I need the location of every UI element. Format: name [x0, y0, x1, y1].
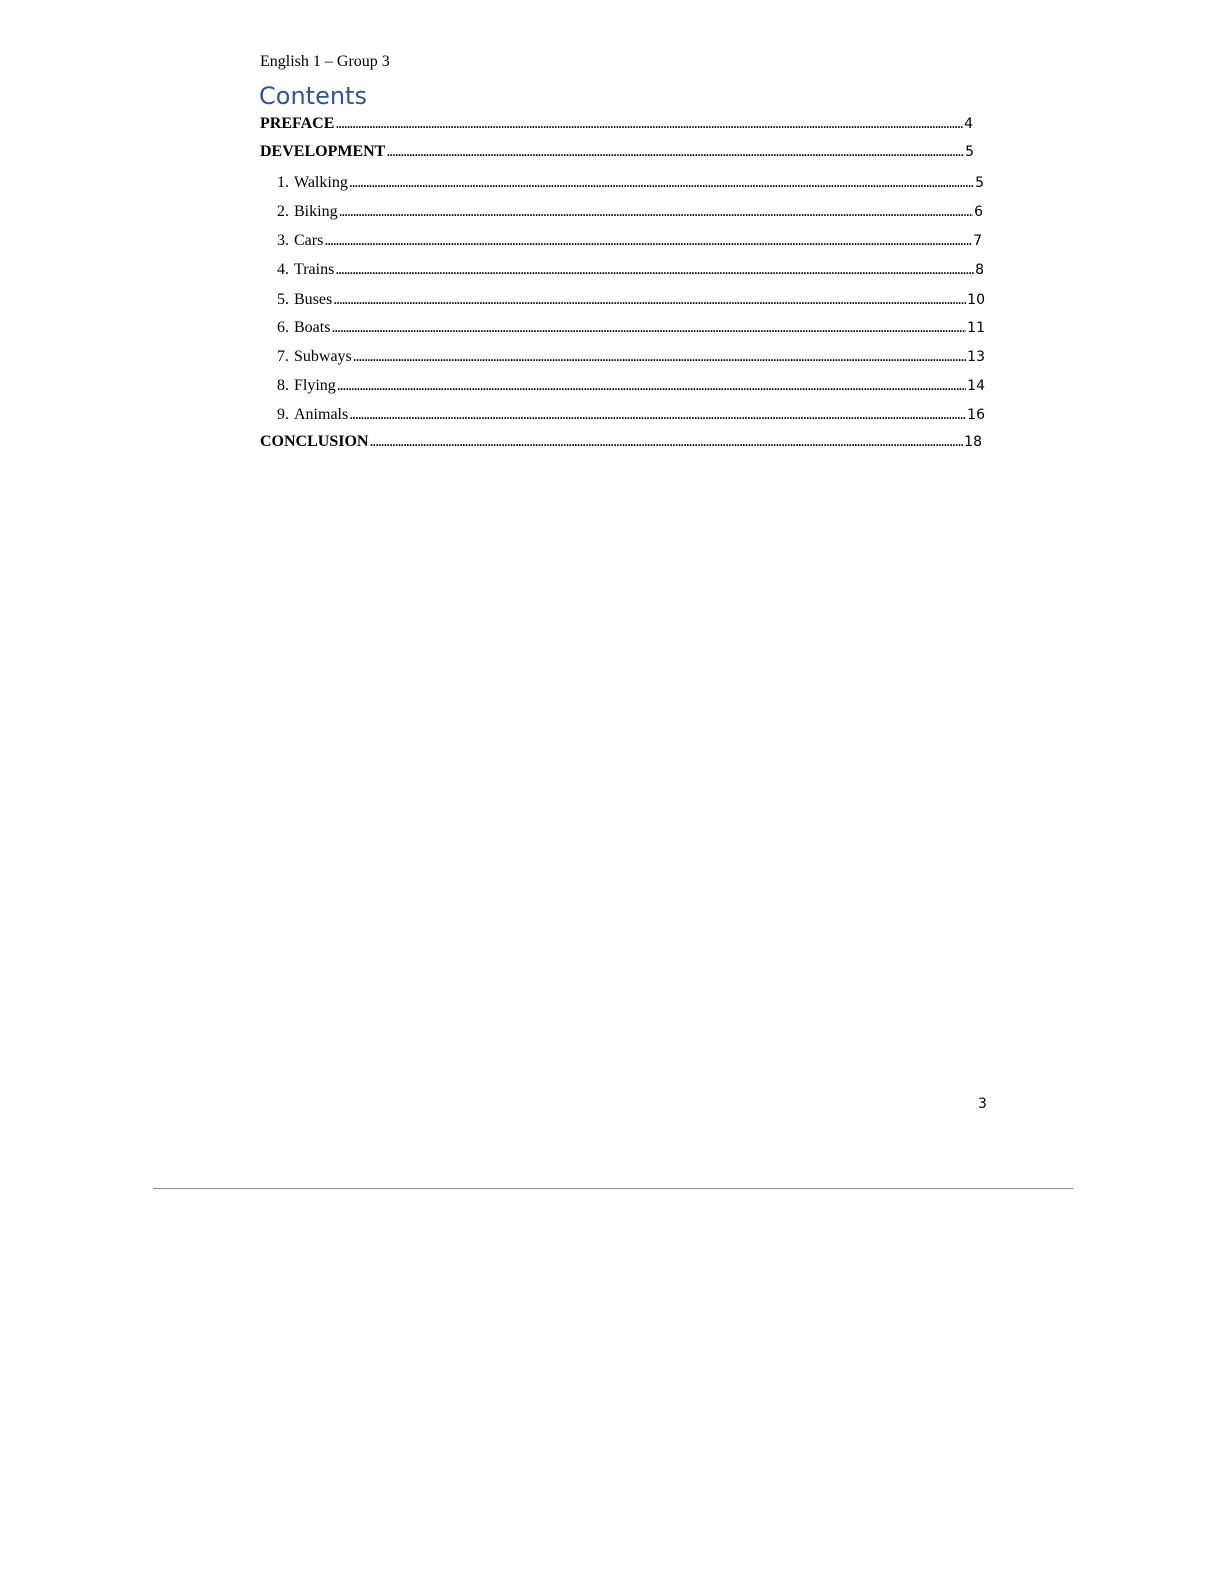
toc-page-number: 5: [975, 175, 984, 191]
toc-page-number: 16: [967, 407, 985, 423]
toc-dot-leader: [324, 230, 972, 252]
toc-dot-leader: [335, 259, 974, 281]
toc-entry-development[interactable]: [260, 141, 974, 163]
toc-entry-trains[interactable]: [260, 259, 984, 281]
toc-page-number: 18: [964, 434, 982, 450]
toc-page-number: 10: [967, 292, 985, 308]
toc-dot-leader: [369, 431, 963, 453]
toc-entry-animals[interactable]: [260, 404, 985, 426]
toc-entry-title: Subways: [294, 348, 352, 365]
toc-dot-leader: [353, 346, 966, 368]
toc-entry-title: Biking: [294, 203, 338, 220]
toc-entry-conclusion[interactable]: [260, 431, 982, 453]
toc-entry-title: Flying: [294, 377, 336, 394]
toc-dot-leader: [386, 141, 964, 163]
toc-entry-flying[interactable]: [260, 375, 985, 397]
toc-page-number: 6: [974, 204, 983, 220]
toc-entry-number: 3.: [277, 232, 289, 249]
toc-dot-leader: [331, 317, 966, 339]
toc-page-number: 14: [967, 378, 985, 394]
toc-entry-walking[interactable]: [260, 172, 984, 194]
toc-entry-buses[interactable]: [260, 289, 985, 311]
toc-heading: Contents: [259, 82, 367, 110]
toc-dot-leader: [349, 404, 966, 426]
toc-dot-leader: [335, 113, 963, 135]
toc-entry-cars[interactable]: [260, 230, 982, 252]
toc-entry-number: 4.: [277, 261, 289, 278]
toc-entry-boats[interactable]: [260, 317, 985, 339]
toc-entry-number: 6.: [277, 319, 289, 336]
toc-page-number: 4: [964, 116, 973, 132]
toc-entry-biking[interactable]: [260, 201, 983, 223]
toc-page-number: 7: [973, 233, 982, 249]
toc-page-number: 8: [975, 262, 984, 278]
toc-entry-preface[interactable]: [260, 113, 973, 135]
toc-entry-number: 1.: [277, 174, 289, 191]
toc-dot-leader: [337, 375, 966, 397]
toc-entry-title: Walking: [294, 174, 348, 191]
toc-entry-title: Boats: [294, 319, 331, 336]
toc-entry-number: 2.: [277, 203, 289, 220]
toc-entry-number: 9.: [277, 406, 289, 423]
table-of-contents: [260, 0, 990, 470]
toc-entry-number: 5.: [277, 291, 289, 308]
toc-entry-title: DEVELOPMENT: [260, 143, 386, 160]
toc-entry-title: Trains: [294, 261, 335, 278]
toc-entry-title: CONCLUSION: [260, 433, 369, 450]
toc-page-number: 5: [965, 144, 974, 160]
toc-entry-number: 7.: [277, 348, 289, 365]
toc-dot-leader: [333, 289, 966, 311]
page-separator: [153, 1188, 1073, 1189]
page-number: 3: [978, 1096, 987, 1112]
toc-dot-leader: [349, 172, 974, 194]
toc-entry-subways[interactable]: [260, 346, 985, 368]
toc-page-number: 11: [967, 320, 985, 336]
toc-entry-title: Animals: [294, 406, 349, 423]
toc-page-number: 13: [967, 349, 985, 365]
toc-entry-number: 8.: [277, 377, 289, 394]
toc-entry-title: Cars: [294, 232, 324, 249]
page-header: English 1 – Group 3: [260, 53, 390, 70]
toc-entry-title: PREFACE: [260, 115, 335, 132]
toc-dot-leader: [339, 201, 974, 223]
toc-entry-title: Buses: [294, 291, 333, 308]
